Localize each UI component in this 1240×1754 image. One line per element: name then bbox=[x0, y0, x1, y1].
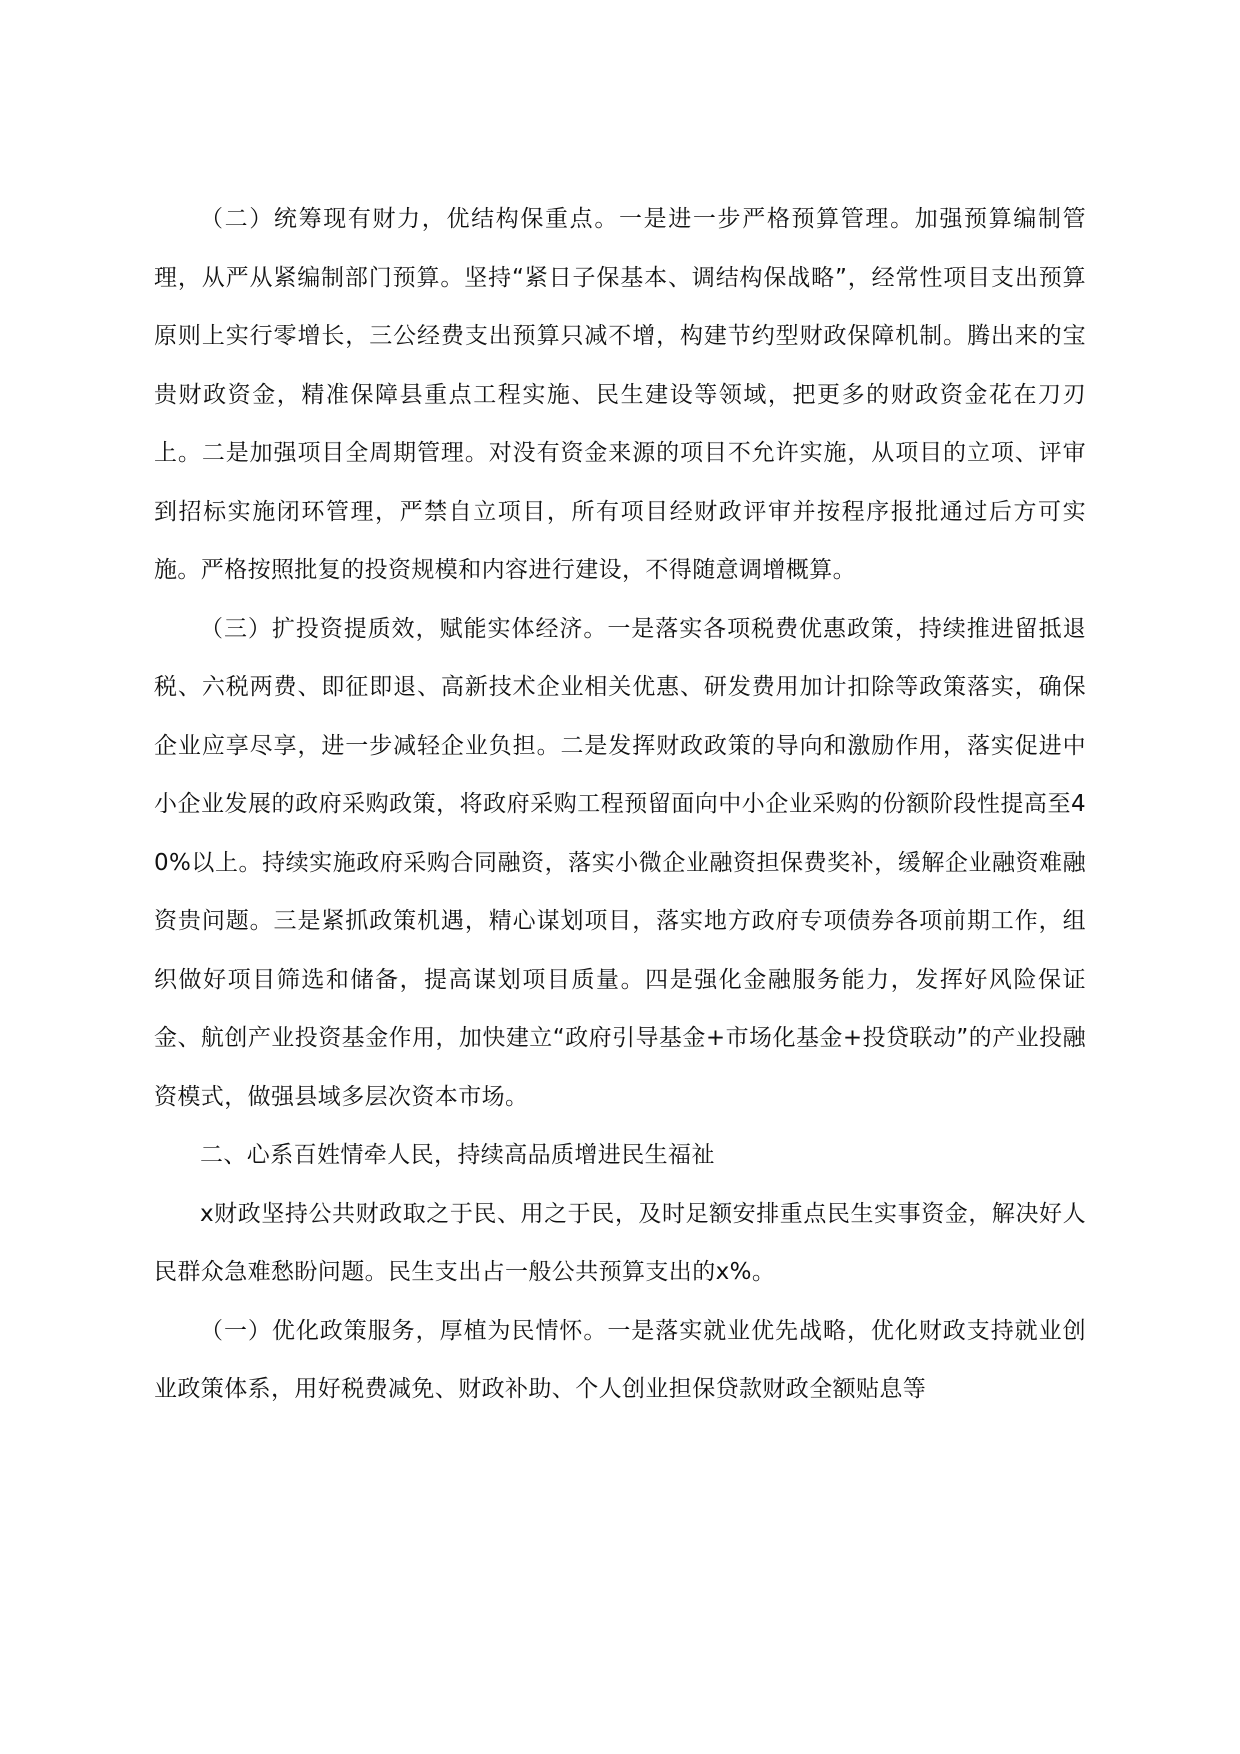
paragraph-budget-management: （二）统筹现有财力，优结构保重点。一是进一步严格预算管理。加强预算编制管理，从严从紧编制部门预算。坚持“紧日子保基本、调结构保战略”，经常性项目支出预算原则上实行零增长，三公经费支出预算只减不增，构建节约型财政保障机制。腾出来的宝贵财政资金，精准保障县重点工程实施、民生建设等领域，把更多的财政资金花在刀刃上。二是加强项目全周期管理。对没有资金来源的项目不允许实施，从项目的立项、评审到招标实施闭环管理，严禁自立项目，所有项目经财政评审并按程序报批通过后方可实施。严格按照批复的投资规模和内容进行建设，不得随意调增概算。 bbox=[154, 206, 1086, 583]
paragraph-investment-efficiency: （三）扩投资提质效，赋能实体经济。一是落实各项税费优惠政策，持续推进留抵退税、六税两费、即征即退、高新技术企业相关优惠、研发费用加计扣除等政策落实，确保企业应享尽享，进一步减轻企业负担。二是发挥财政政策的导向和激励作用，落实促进中小企业发展的政府采购政策，将政府采购工程预留面向中小企业采购的份额阶段性提高至40%以上。持续实施政府采购合同融资，落实小微企业融资担保费奖补，缓解企业融资难融资贵问题。三是紧抓政策机遇，精心谋划项目，落实地方政府专项债券各项前期工作，组织做好项目筛选和储备，提高谋划项目质量。四是强化金融服务能力，发挥好风险保证金、航创产业投资基金作用，加快建立“政府引导基金+市场化基金+投贷联动”的产业投融资模式，做强县域多层次资本市场。 bbox=[154, 615, 1086, 1110]
paragraph-policy-service: （一）优化政策服务，厚植为民情怀。一是落实就业优先战略，优化财政支持就业创业政策体系，用好税费减免、财政补助、个人创业担保贷款财政全额贴息等 bbox=[154, 1317, 1086, 1402]
section-heading-livelihood: 二、心系百姓情牵人民，持续高品质增进民生福祉 bbox=[200, 1142, 715, 1168]
paragraph-livelihood-summary: x财政坚持公共财政取之于民、用之于民，及时足额安排重点民生实事资金，解决好人民群众急难愁盼问题。民生支出占一般公共预算支出的x%。 bbox=[154, 1200, 1086, 1285]
document-body bbox=[154, 190, 1086, 1419]
